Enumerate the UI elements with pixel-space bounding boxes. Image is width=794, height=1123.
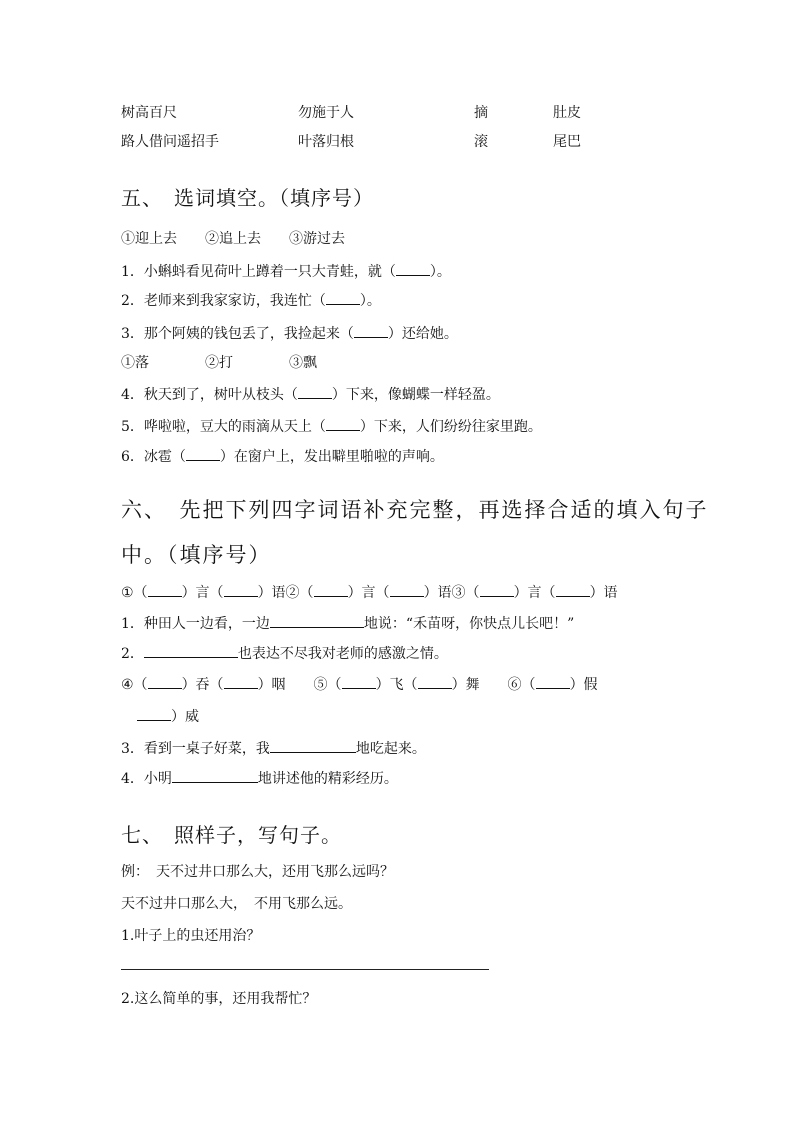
fill-blank[interactable] bbox=[172, 768, 258, 783]
question-text: 6．冰雹（ bbox=[121, 449, 186, 465]
idiom-text: ）飞（ bbox=[375, 677, 418, 693]
section-7-question-2: 2.这么简单的事，还用我帮忙？ bbox=[121, 991, 317, 1007]
fill-blank[interactable] bbox=[144, 643, 238, 658]
fill-blank[interactable] bbox=[270, 613, 364, 628]
question-text: ）。 bbox=[359, 293, 381, 309]
answer-line[interactable] bbox=[121, 969, 489, 970]
answer-blank[interactable] bbox=[186, 446, 220, 461]
idiom-row-2-continued bbox=[137, 706, 199, 726]
idiom-blank[interactable] bbox=[224, 582, 258, 597]
section-6-sentence-2 bbox=[121, 643, 448, 663]
question-text: 1．小蝌蚪看见荷叶上蹲着一只大青蛙，就（ bbox=[121, 264, 396, 280]
section-5-question-1 bbox=[121, 261, 451, 281]
answer-blank[interactable] bbox=[298, 384, 332, 399]
sentence-text: 1．种田人一边看，一边 bbox=[121, 616, 270, 632]
top-row-1-col-1: 树高百尺 bbox=[121, 105, 177, 121]
question-text: ）下来，人们纷纷往家里跑。 bbox=[359, 419, 542, 435]
sentence-text: 2． bbox=[121, 646, 144, 662]
idiom-text: ）舞 ⑥（ bbox=[451, 677, 536, 693]
section-6-sentence-4 bbox=[121, 768, 398, 788]
question-text: ）在窗户上，发出噼里啪啦的声响。 bbox=[219, 449, 444, 465]
idiom-blank[interactable] bbox=[480, 582, 514, 597]
top-row-1-col-2: 勿施于人 bbox=[298, 105, 354, 121]
idiom-row-1 bbox=[121, 582, 618, 602]
idiom-text: ）言（ bbox=[347, 585, 390, 601]
idiom-blank[interactable] bbox=[224, 674, 258, 689]
idiom-blank[interactable] bbox=[390, 582, 424, 597]
section-6-sentence-1 bbox=[121, 613, 574, 633]
idiom-text: ①（ bbox=[121, 585, 148, 601]
idiom-text: ）语③（ bbox=[423, 585, 480, 601]
question-text: 3．那个阿姨的钱包丢了，我捡起来（ bbox=[121, 326, 354, 342]
section-7-title: 七、 照样子，写句子。 bbox=[121, 823, 342, 847]
section-5-question-3 bbox=[121, 323, 458, 343]
top-row-1-col-4: 肚皮 bbox=[553, 105, 581, 121]
top-row-2-col-3: 滚 bbox=[474, 134, 488, 150]
section-7-question-1: 1.叶子上的虫还用治？ bbox=[121, 928, 261, 944]
sentence-text: 3．看到一桌子好菜，我 bbox=[121, 741, 270, 757]
question-text: 4．秋天到了，树叶从枝头（ bbox=[121, 387, 298, 403]
idiom-blank[interactable] bbox=[536, 674, 570, 689]
idiom-blank[interactable] bbox=[314, 582, 348, 597]
idiom-text: ）假 bbox=[569, 677, 598, 693]
idiom-row-2 bbox=[121, 674, 598, 694]
top-row-1-col-3: 摘 bbox=[474, 105, 488, 121]
question-text: 5．哗啦啦，豆大的雨滴从天上（ bbox=[121, 419, 326, 435]
sentence-text: 地吃起来。 bbox=[355, 741, 426, 757]
idiom-text: ）语②（ bbox=[257, 585, 314, 601]
section-5-title: 五、 选词填空。（填序号） bbox=[121, 186, 374, 210]
section-6-title-line-1: 六、 先把下列四字词语补充完整，再选择合适的填入句子 bbox=[121, 498, 709, 522]
idiom-text: ）吞（ bbox=[181, 677, 224, 693]
idiom-text: ）咽 ⑤（ bbox=[257, 677, 342, 693]
sentence-text: 也表达不尽我对老师的感激之情。 bbox=[237, 646, 448, 662]
top-row-2-col-4: 尾巴 bbox=[553, 134, 581, 150]
answer-blank[interactable] bbox=[354, 323, 388, 338]
idiom-blank[interactable] bbox=[342, 674, 376, 689]
section-6-title-line-2: 中。（填序号） bbox=[121, 543, 272, 567]
section-5-options-1: ①迎上去 ②追上去 ③游过去 bbox=[121, 231, 345, 247]
section-5-options-2: ①落 ②打 ③飘 bbox=[121, 355, 317, 371]
sentence-text: 4．小明 bbox=[121, 771, 172, 787]
section-5-question-5 bbox=[121, 416, 542, 436]
fill-blank[interactable] bbox=[270, 738, 356, 753]
question-text: ）。 bbox=[429, 264, 451, 280]
idiom-blank[interactable] bbox=[148, 582, 182, 597]
question-text: ）还给她。 bbox=[387, 326, 458, 342]
sentence-text: 地说：“禾苗呀，你快点儿长吧！” bbox=[363, 616, 575, 632]
idiom-blank[interactable] bbox=[148, 674, 182, 689]
idiom-blank[interactable] bbox=[418, 674, 452, 689]
section-5-question-2 bbox=[121, 290, 381, 310]
top-row-2-col-2: 叶落归根 bbox=[298, 134, 354, 150]
example-sentence: 例： 天不过井口那么大，还用飞那么远吗？ bbox=[121, 864, 394, 880]
question-text: 2．老师来到我家家访，我连忙（ bbox=[121, 293, 326, 309]
answer-blank[interactable] bbox=[326, 290, 360, 305]
question-text: ）下来，像蝴蝶一样轻盈。 bbox=[331, 387, 500, 403]
sentence-text: 地讲述他的精彩经历。 bbox=[257, 771, 398, 787]
answer-blank[interactable] bbox=[396, 261, 430, 276]
idiom-text: ）威 bbox=[171, 709, 199, 725]
idiom-blank[interactable] bbox=[556, 582, 590, 597]
section-5-question-6 bbox=[121, 446, 444, 466]
section-6-sentence-3 bbox=[121, 738, 426, 758]
idiom-text: ）言（ bbox=[513, 585, 556, 601]
idiom-text: ）言（ bbox=[181, 585, 224, 601]
idiom-blank[interactable] bbox=[137, 706, 171, 721]
top-row-2-col-1: 路人借问遥招手 bbox=[121, 134, 219, 150]
idiom-text: ）语 bbox=[589, 585, 618, 601]
idiom-text: ④（ bbox=[121, 677, 148, 693]
answer-blank[interactable] bbox=[326, 416, 360, 431]
section-5-question-4 bbox=[121, 384, 500, 404]
example-answer: 天不过井口那么大， 不用飞那么远。 bbox=[121, 896, 352, 912]
